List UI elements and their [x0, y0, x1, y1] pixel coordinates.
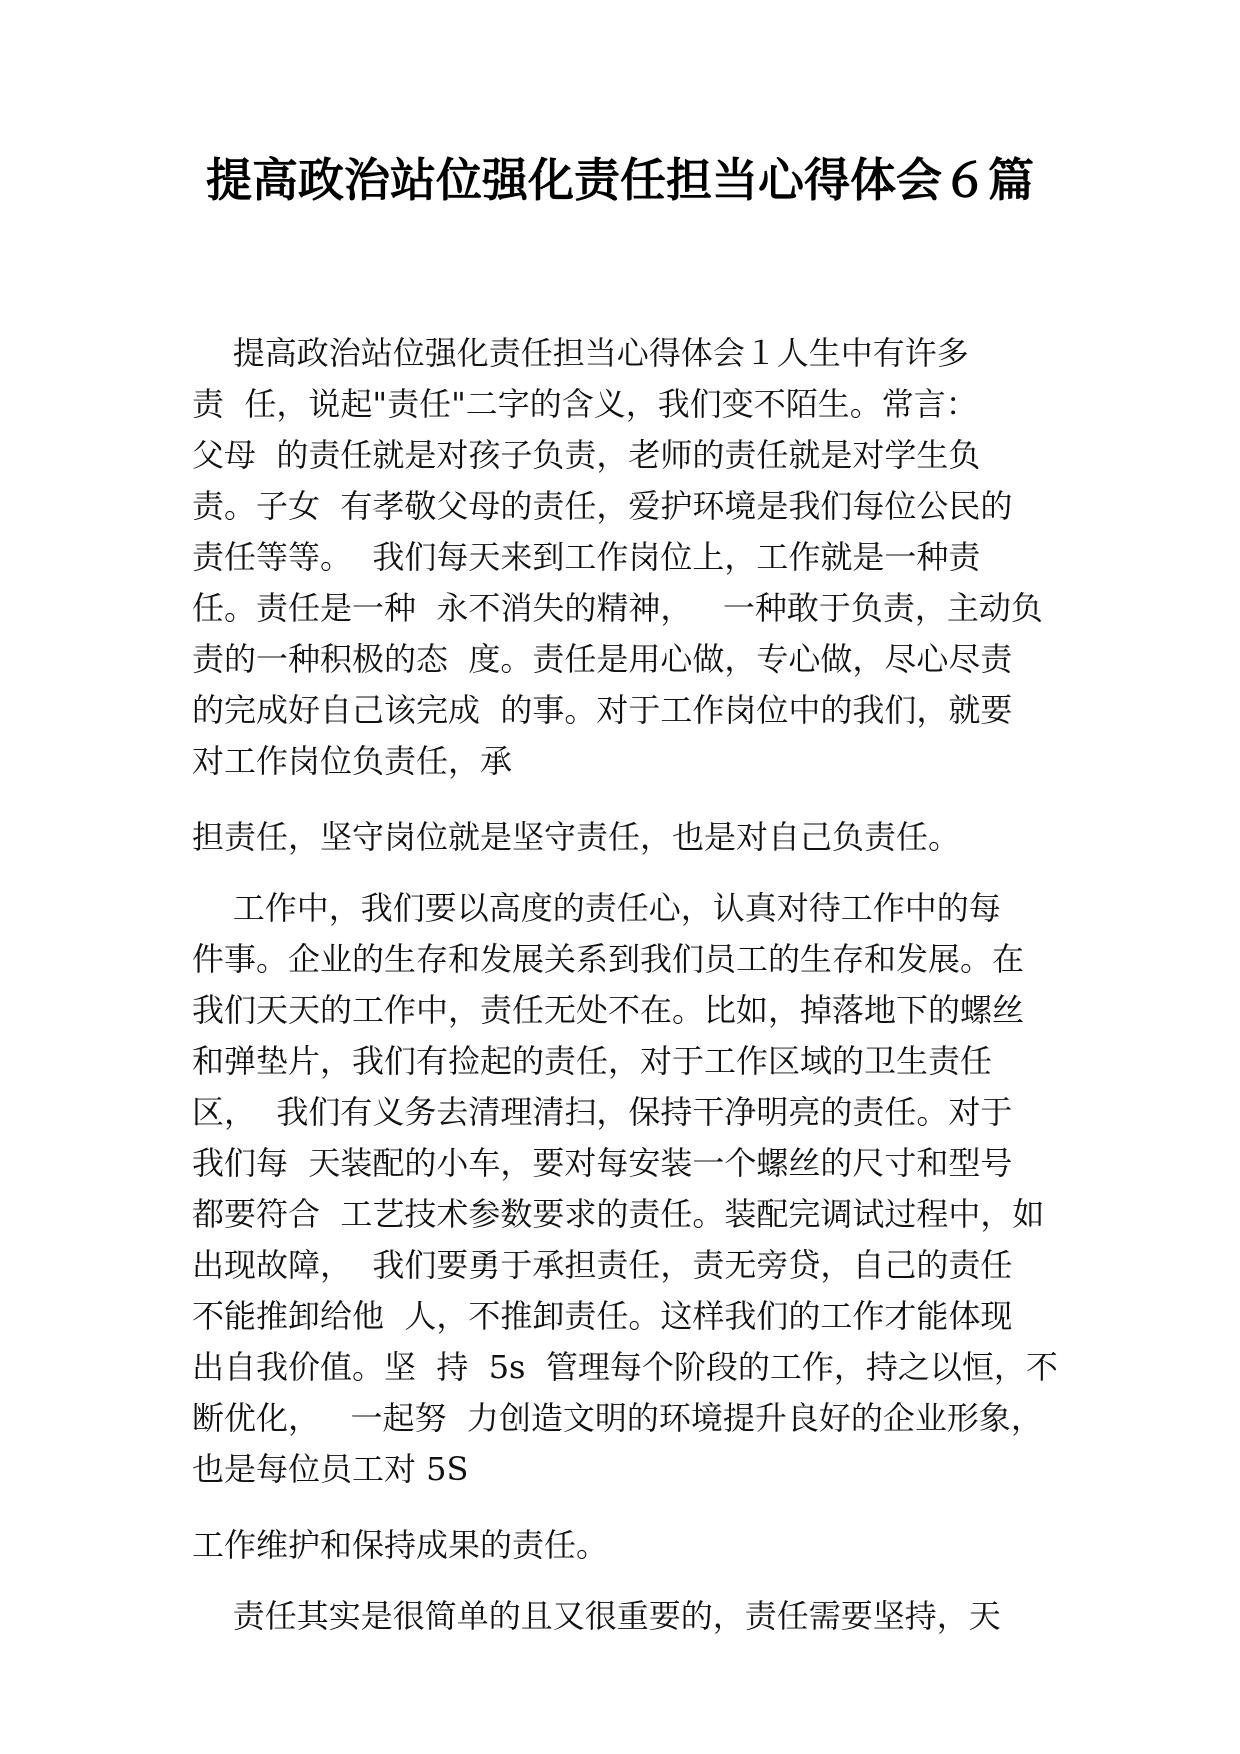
text-line: 工作维护和保持成果的责任。: [192, 1526, 609, 1564]
text-line: 出现故障， 我们要勇于承担责任，责无旁贷，自己的责任: [192, 1246, 1013, 1284]
text-line: 责。子女 有孝敬父母的责任，爱护环境是我们每位公民的: [192, 487, 1013, 525]
page-title: 提高政治站位强化责任担当心得体会６篇: [206, 153, 1034, 207]
text-line: 的完成好自己该完成 的事。对于工作岗位中的我们，就要: [192, 691, 1013, 729]
text-line: 我们每 天装配的小车，要对每安装一个螺丝的尺寸和型号: [192, 1144, 1013, 1182]
text-line: 都要符合 工艺技术参数要求的责任。装配完调试过程中，如: [192, 1195, 1045, 1233]
text-line: 件事。企业的生存和发展关系到我们员工的生存和发展。在: [192, 940, 1025, 978]
text-line: 不能推卸给他 人，不推卸责任。这样我们的工作才能体现: [192, 1297, 1013, 1335]
paragraph: [192, 328, 1072, 787]
paragraph-gap: [192, 1571, 1072, 1591]
text-line: 责任其实是很简单的且又很重要的，责任需要坚持，天: [192, 1597, 1001, 1635]
paragraph: [192, 883, 1072, 1495]
text-line: 责的一种积极的态 度。责任是用心做，专心做，尽心尽责: [192, 640, 1013, 678]
text-line: 责任等等。 我们每天来到工作岗位上，工作就是一种责: [192, 538, 981, 576]
text-line: 对工作岗位负责任，承: [192, 742, 513, 780]
paragraph: [192, 1520, 1072, 1571]
paragraph: [192, 1591, 1072, 1642]
paragraph: [192, 812, 1072, 863]
text-line: 提高政治站位强化责任担当心得体会１人生中有许多: [192, 334, 969, 372]
paragraph-gap: [192, 1495, 1072, 1520]
paragraph-gap: [192, 863, 1072, 883]
text-line: 区， 我们有义务去清理清扫，保持干净明亮的责任。对于: [192, 1093, 1013, 1131]
text-line: 责 任，说起"责任"二字的含义，我们变不陌生。常言：: [192, 385, 978, 423]
text-line: 也是每位员工对 5S: [192, 1450, 469, 1488]
paragraph-gap: [192, 787, 1072, 812]
text-line: 工作中，我们要以高度的责任心，认真对待工作中的每: [192, 889, 1001, 927]
text-line: 断优化， 一起努 力创造文明的环境提升良好的企业形象，: [192, 1399, 1043, 1437]
document-body: [192, 328, 1072, 1642]
text-line: 父母 的责任就是对孩子负责，老师的责任就是对学生负: [192, 436, 981, 474]
text-line: 我们天天的工作中，责任无处不在。比如，掉落地下的螺丝: [192, 991, 1025, 1029]
text-line: 任。责任是一种 永不消失的精神， 一种敢于负责，主动负: [192, 589, 1043, 627]
text-line: 和弹垫片，我们有捡起的责任，对于工作区域的卫生责任: [192, 1042, 993, 1080]
text-line: 担责任，坚守岗位就是坚守责任，也是对自己负责任。: [192, 818, 961, 856]
text-line: 出自我价值。坚 持 5s 管理每个阶段的工作，持之以恒，不: [192, 1348, 1058, 1386]
